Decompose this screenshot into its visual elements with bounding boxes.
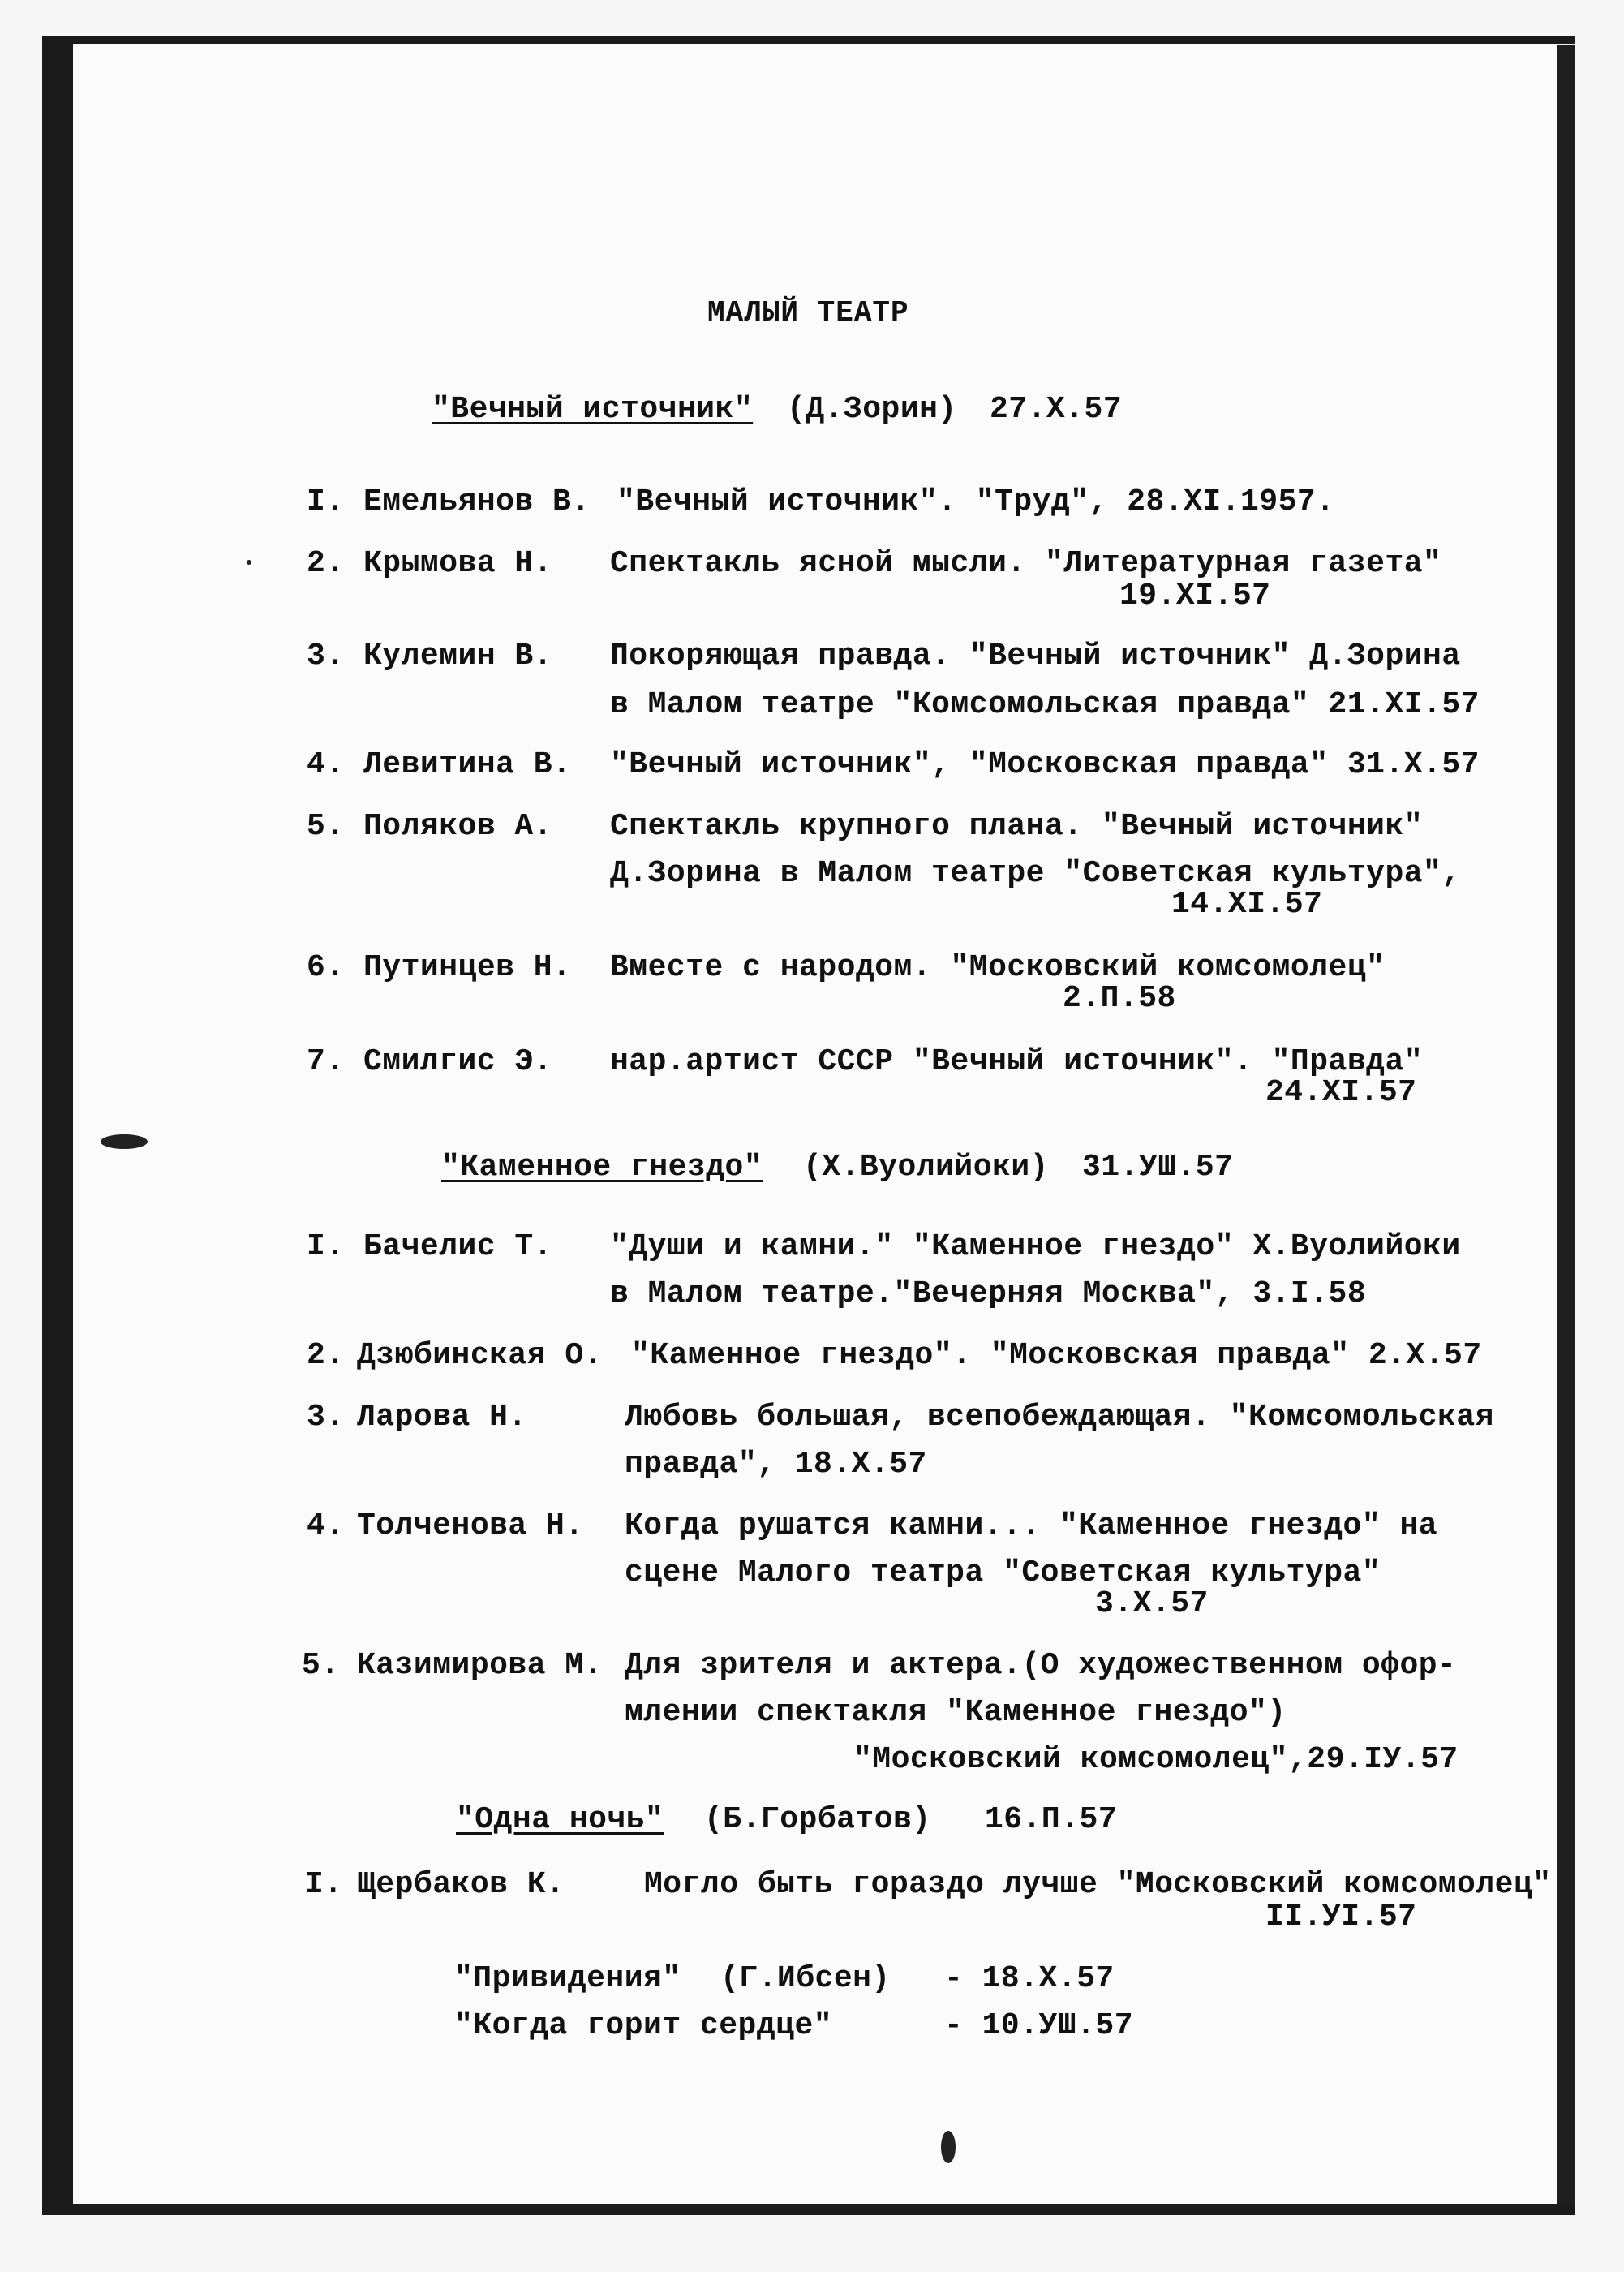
s2-e5-line1: Для зрителя и актера.(О художественном офор- xyxy=(625,1648,1457,1683)
s1-e3-line1: Покоряющая правда. "Вечный источник" Д.Зорина xyxy=(610,639,1461,673)
s1-e1-line1: "Вечный источник". "Труд", 28.XI.1957. xyxy=(617,484,1335,519)
s2-e5-name: Казимирова М. xyxy=(357,1648,603,1683)
section-3-play: "Одна ночь" xyxy=(456,1802,664,1837)
s2-e4-line2: сцене Малого театра "Советская культура" xyxy=(625,1556,1381,1590)
s1-e3-line2: в Малом театре "Комсомольская правда" 21.XI.57 xyxy=(610,687,1480,722)
section-1-play: "Вечный источник" xyxy=(432,392,754,427)
s1-e5-line3: 14.XI.57 xyxy=(1171,887,1323,922)
s1-e1-num: I. xyxy=(307,484,345,519)
s2-e3-line1: Любовь большая, всепобеждающая. "Комсомольская xyxy=(625,1400,1494,1435)
scan-edge-bottom xyxy=(42,2204,1575,2215)
s2-e2-line1: "Каменное гнездо". "Московская правда" 2.Х.57 xyxy=(631,1338,1482,1373)
section-3-author: (Б.Горбатов) xyxy=(704,1802,931,1837)
scan-edge-right xyxy=(1557,45,1575,2214)
extra-1-author: (Г.Ибсен) xyxy=(720,1961,891,1996)
s2-e5-num: 5. xyxy=(302,1648,340,1683)
s3-e1-line1: Могло быть гораздо лучше "Московский комсомолец" xyxy=(644,1867,1552,1902)
s1-e5-name: Поляков А. xyxy=(363,809,553,844)
s3-e1-name: Щербаков К. xyxy=(357,1867,565,1902)
s2-e4-line1: Когда рушатся камни... "Каменное гнездо" на xyxy=(625,1508,1438,1543)
extra-1-play: "Привидения" xyxy=(454,1961,681,1996)
ink-blot xyxy=(101,1134,148,1149)
extra-2-date: - 10.УШ.57 xyxy=(944,2008,1134,2043)
s2-e3-num: 3. xyxy=(307,1400,345,1435)
s3-e1-line2: II.УI.57 xyxy=(1265,1900,1417,1934)
s2-e3-line2: правда", 18.Х.57 xyxy=(625,1447,927,1482)
s1-e1-name: Емельянов В. xyxy=(363,484,591,519)
extra-1-date: - 18.Х.57 xyxy=(944,1961,1115,1996)
s3-e1-num: I. xyxy=(305,1867,343,1902)
s1-e6-name: Путинцев Н. xyxy=(363,950,572,985)
s1-e4-name: Левитина В. xyxy=(363,747,572,782)
s2-e1-line2: в Малом театре."Вечерняя Москва", 3.I.58 xyxy=(610,1276,1367,1311)
section-1-author: (Д.Зорин) xyxy=(787,392,957,427)
s1-e7-line2: 24.XI.57 xyxy=(1265,1075,1417,1110)
ink-mark xyxy=(941,2131,956,2163)
s1-e2-name: Крымова Н. xyxy=(363,546,553,581)
scan-edge-left xyxy=(42,39,73,2214)
s1-e7-num: 7. xyxy=(307,1044,345,1079)
s2-e3-name: Ларова Н. xyxy=(357,1400,527,1435)
s1-e5-num: 5. xyxy=(307,809,345,844)
s1-e6-line1: Вместе с народом. "Московский комсомолец" xyxy=(610,950,1386,985)
section-2-play: "Каменное гнездо" xyxy=(441,1150,763,1185)
page-title: МАЛЫЙ ТЕАТР xyxy=(707,296,909,329)
s2-e4-line3: 3.Х.57 xyxy=(1095,1586,1209,1621)
section-3-date: 16.П.57 xyxy=(985,1802,1118,1837)
s2-e1-num: I. xyxy=(307,1229,345,1264)
s2-e4-name: Толченова Н. xyxy=(357,1508,584,1543)
s1-e5-line1: Спектакль крупного плана. "Вечный источник" xyxy=(610,809,1424,844)
s2-e2-name: Дзюбинская О. xyxy=(357,1338,603,1373)
section-2-author: (Х.Вуолийоки) xyxy=(803,1150,1049,1185)
s1-e3-name: Кулемин В. xyxy=(363,639,553,673)
s2-e1-line1: "Души и камни." "Каменное гнездо" Х.Вуолийоки xyxy=(610,1229,1461,1264)
s2-e5-line2: млении спектакля "Каменное гнездо") xyxy=(625,1695,1287,1730)
s1-e3-num: 3. xyxy=(307,639,345,673)
extra-2-play: "Когда горит сердце" xyxy=(454,2008,833,2043)
s2-e1-name: Бачелис Т. xyxy=(363,1229,553,1264)
s1-e7-line1: нар.артист СССР "Вечный источник". "Правда" xyxy=(610,1044,1424,1079)
s1-e5-line2: Д.Зорина в Малом театре "Советская культура", xyxy=(610,856,1461,891)
s1-e6-num: 6. xyxy=(307,950,345,985)
speck xyxy=(247,560,251,565)
s2-e2-num: 2. xyxy=(307,1338,345,1373)
s1-e2-line2: 19.XI.57 xyxy=(1119,579,1271,613)
s1-e7-name: Смилгис Э. xyxy=(363,1044,553,1079)
s1-e2-num: 2. xyxy=(307,546,345,581)
s2-e5-line3: "Московский комсомолец",29.IУ.57 xyxy=(853,1742,1459,1777)
s1-e4-num: 4. xyxy=(307,747,345,782)
s1-e6-line2: 2.П.58 xyxy=(1063,981,1176,1016)
s1-e4-line1: "Вечный источник", "Московская правда" 31.X.57 xyxy=(610,747,1480,782)
scan-edge-top xyxy=(42,36,1575,44)
s1-e2-line1: Спектакль ясной мысли. "Литературная газета" xyxy=(610,546,1442,581)
section-2-date: 31.УШ.57 xyxy=(1082,1150,1234,1185)
s2-e4-num: 4. xyxy=(307,1508,345,1543)
section-1-date: 27.Х.57 xyxy=(990,392,1123,427)
